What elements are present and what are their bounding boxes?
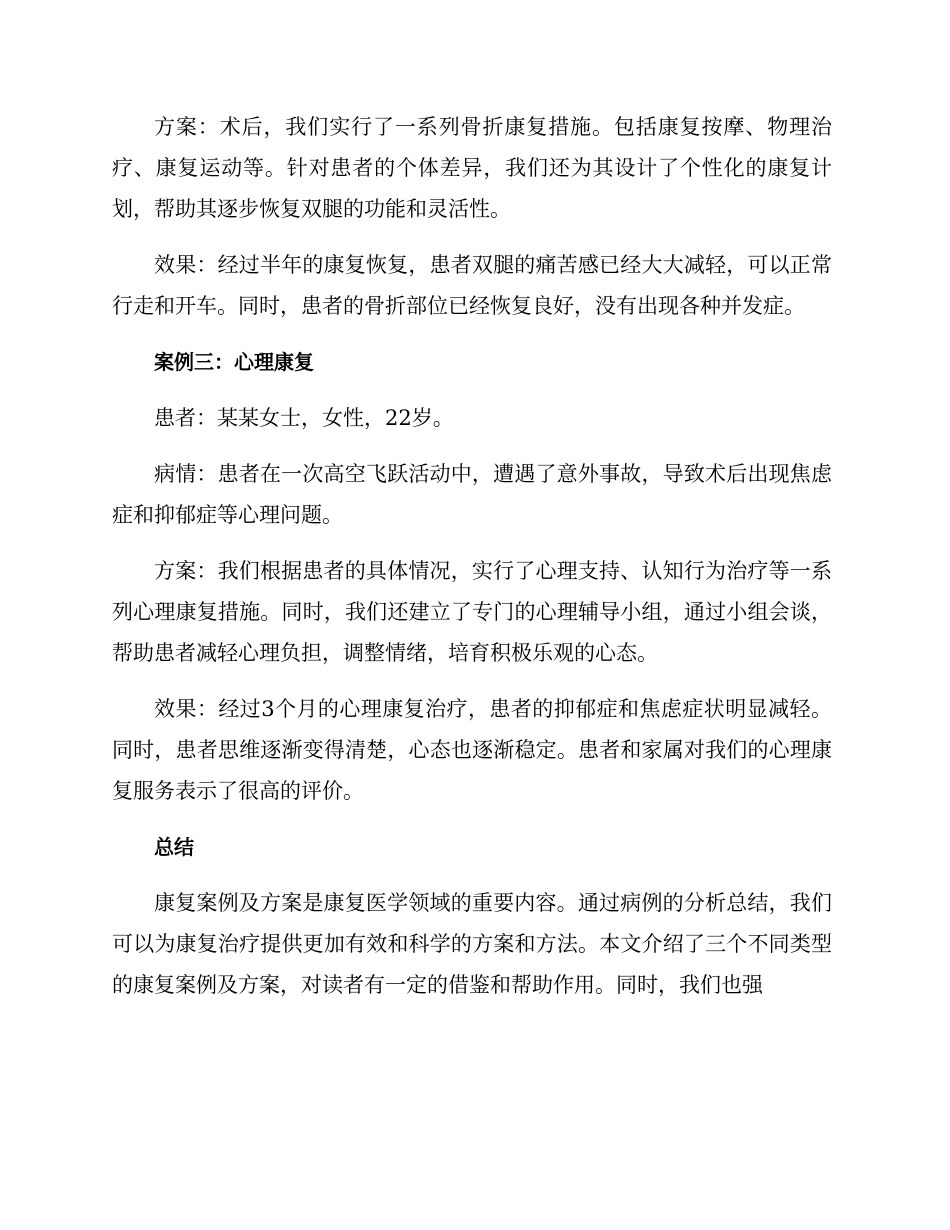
case3-condition-paragraph: 病情：患者在一次高空飞跃活动中，遭遇了意外事故，导致术后出现焦虑症和抑郁症等心理问题。	[112, 462, 832, 527]
case2-result-paragraph: 效果：经过半年的康复恢复，患者双腿的痛苦感已经大大减轻，可以正常行走和开车。同时，患者的骨折部位已经恢复良好，没有出现各种并发症。	[112, 253, 832, 318]
case2-plan-paragraph: 方案：术后，我们实行了一系列骨折康复措施。包括康复按摩、物理治疗、康复运动等。针对患者的个体差异，我们还为其设计了个性化的康复计划，帮助其逐步恢复双腿的功能和灵活性。	[112, 115, 832, 221]
summary-paragraph: 康复案例及方案是康复医学领域的重要内容。通过病例的分析总结，我们可以为康复治疗提供更加有效和科学的方案和方法。本文介绍了三个不同类型的康复案例及方案，对读者有一定的借鉴和帮助作用。同时，我们也强	[112, 891, 832, 997]
summary-heading: 总结	[154, 835, 194, 859]
case3-patient-paragraph: 患者：某某女士，女性，22岁。	[154, 406, 454, 430]
case3-result-paragraph: 效果：经过3个月的心理康复治疗，患者的抑郁症和焦虑症状明显减轻。同时，患者思维逐渐变得清楚，心态也逐渐稳定。患者和家属对我们的心理康复服务表示了很高的评价。	[112, 697, 832, 803]
case3-heading: 案例三：心理康复	[154, 350, 314, 374]
document-body	[112, 107, 832, 1021]
case3-plan-paragraph: 方案：我们根据患者的具体情况，实行了心理支持、认知行为治疗等一系列心理康复措施。同时，我们还建立了专门的心理辅导小组，通过小组会谈，帮助患者减轻心理负担，调整情绪，培育积极乐观的心态。	[112, 559, 832, 665]
